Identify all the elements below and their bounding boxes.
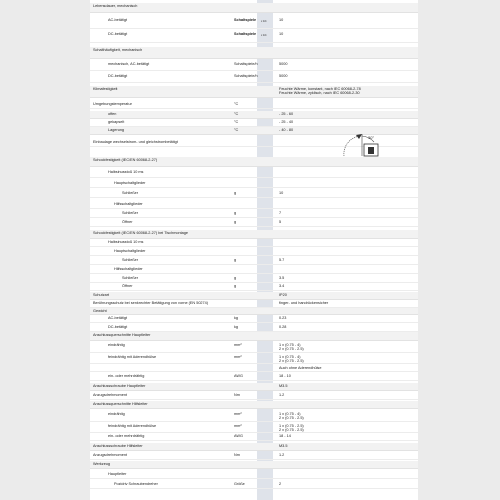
- spec-label: ein- oder mehrdrähtig: [108, 374, 145, 378]
- spec-value: - 25 - 40: [279, 120, 294, 124]
- mounting-position-diagram: [340, 130, 390, 160]
- spec-label: ein- oder mehrdrähtig: [108, 434, 145, 438]
- spec-value: 0.23: [279, 316, 287, 320]
- spec-label: AC-betätigt: [108, 316, 127, 320]
- spec-value: 2: [279, 482, 282, 486]
- spec-row: [90, 354, 418, 364]
- spec-label: AC-betätigt: [108, 18, 127, 22]
- spec-unit: g: [234, 211, 237, 215]
- spec-value: 3.5: [279, 276, 285, 280]
- spec-unit: mm²: [234, 343, 242, 347]
- spec-label: mechanisch, AC-betätigt: [108, 62, 150, 66]
- spec-label: Anschlussquerschnitte Hauptleiter: [93, 333, 151, 337]
- spec-row: [90, 300, 418, 308]
- spec-label: Werkzeug: [93, 462, 111, 466]
- spec-unit-multiplier: x 10⁶: [261, 34, 267, 37]
- spec-row: [90, 443, 418, 451]
- spec-label: Anschlussquerschnitte Hilfsleiter: [93, 402, 148, 406]
- spec-label: Hilfsschaltglieder: [114, 202, 143, 206]
- spec-row: [90, 332, 418, 341]
- spec-value: 18 - 10: [279, 374, 291, 378]
- spec-unit: g: [234, 258, 237, 262]
- spec-label: Halbsinusstoß 10 ms: [108, 170, 144, 174]
- spec-label: Gewicht: [93, 309, 107, 313]
- spec-row: [90, 86, 418, 98]
- spec-label: Klimafestigkeit: [93, 87, 118, 91]
- spec-value: Feuchte Wärme, konstant, nach IEC 60068-2-78 Feuchte Wärme, zyklisch, nach IEC 60068-2-30: [279, 87, 361, 96]
- spec-value: 1.2: [279, 453, 285, 457]
- spec-label: Umgebungstemperatur: [93, 102, 132, 106]
- spec-value: 10: [279, 18, 284, 22]
- spec-label: Halbsinusstoß 10 ms: [108, 240, 144, 244]
- spec-row: [90, 61, 418, 71]
- spec-label: eindrähtig: [108, 343, 125, 347]
- spec-row: [90, 101, 418, 109]
- spec-value: 1.2: [279, 393, 285, 397]
- mounting-diagram-svg: [340, 130, 390, 160]
- spec-value: IP20: [279, 293, 287, 297]
- spec-label: Einbaulage wechselstrom- und gleichstrombetätigt: [93, 140, 178, 144]
- spec-row: [90, 411, 418, 422]
- spec-label: Berührungsschutz bei senkrechter Betätigung von vorne (EN 50274): [93, 301, 209, 305]
- spec-row: [90, 308, 418, 315]
- spec-row: [90, 275, 418, 283]
- spec-value: 1 x (0.75 - 4) 2 x (0.75 - 2.5): [279, 412, 304, 421]
- spec-label: Hauptschaltglieder: [114, 249, 146, 253]
- spec-row: [90, 383, 418, 391]
- spec-unit: °C: [234, 102, 239, 106]
- spec-value: 5: [279, 220, 282, 224]
- spec-row: [90, 3, 418, 13]
- spec-unit: g: [234, 284, 237, 288]
- spec-row: [90, 365, 418, 372]
- spec-row: [90, 31, 418, 43]
- spec-row: [90, 73, 418, 83]
- spec-value: 0.28: [279, 325, 287, 329]
- spec-unit: AWG: [234, 374, 243, 378]
- spec-row: [90, 47, 418, 59]
- spec-label: Schockfestigkeit (IEC/EN 60068-2-27) bei Tischmontage: [93, 231, 188, 235]
- spec-value: - 25 - 60: [279, 112, 294, 116]
- spec-label: Anschlussschraube Hauptleiter: [93, 384, 146, 388]
- spec-unit: g: [234, 191, 237, 195]
- spec-label: Schließer: [122, 191, 139, 195]
- spec-row: [90, 239, 418, 247]
- spec-unit: Größe: [234, 482, 245, 486]
- spec-value: finger- und handrückensicher: [279, 301, 329, 305]
- spec-label: Anzugsdrehmoment: [93, 453, 127, 457]
- spec-row: [90, 169, 418, 178]
- spec-unit: Schaltspiele: [234, 32, 257, 36]
- spec-label: Schalthäufigkeit, mechanisch: [93, 48, 143, 52]
- spec-value: 5.7: [279, 258, 285, 262]
- spec-value: M3.5: [279, 444, 288, 448]
- spec-value: 10: [279, 32, 284, 36]
- spec-label: Hilfsschaltglieder: [114, 267, 143, 271]
- spec-label: Öffner: [122, 284, 133, 288]
- spec-value: 18 - 14: [279, 434, 291, 438]
- spec-row: [90, 180, 418, 188]
- spec-label: Anschlussschraube Hilfsleiter: [93, 444, 143, 448]
- spec-row: [90, 111, 418, 119]
- spec-unit-multiplier: x 10⁶: [261, 20, 267, 23]
- spec-label: gekapselt: [108, 120, 125, 124]
- spec-row: [90, 17, 418, 29]
- spec-unit: Nm: [234, 453, 240, 457]
- spec-value: - 40 - 80: [279, 128, 294, 132]
- spec-unit: AWG: [234, 434, 243, 438]
- spec-unit: Schaltspiele/h: [234, 74, 258, 78]
- spec-row: [90, 248, 418, 256]
- spec-label: Schließer: [122, 211, 139, 215]
- spec-row: [90, 190, 418, 198]
- spec-label: DC-betätigt: [108, 32, 128, 36]
- spec-row: [90, 201, 418, 209]
- spec-row: [90, 342, 418, 353]
- spec-value: 10: [279, 191, 284, 195]
- spec-row: [90, 373, 418, 381]
- spec-row: [90, 481, 418, 489]
- spec-unit: mm²: [234, 424, 242, 428]
- spec-label: feindrähtig mit Aderendhülse: [108, 355, 157, 359]
- spec-unit: mm²: [234, 355, 242, 359]
- spec-label: Schließer: [122, 258, 139, 262]
- spec-unit: °C: [234, 112, 239, 116]
- spec-label: Lebensdauer, mechanisch: [93, 4, 138, 8]
- spec-value: 1 x (0.75 - 4) 2 x (0.75 - 2.5): [279, 355, 304, 364]
- spec-unit: g: [234, 220, 237, 224]
- spec-value: 1 x (0.75 - 2.5) 2 x (0.75 - 2.5): [279, 424, 304, 433]
- spec-row: [90, 423, 418, 433]
- spec-label: Schutzart: [93, 293, 110, 297]
- spec-label: Öffner: [122, 220, 133, 224]
- spec-row: [90, 452, 418, 460]
- angle-label: 30°: [368, 135, 375, 140]
- spec-unit: kg: [234, 316, 239, 320]
- spec-value: 3.4: [279, 284, 285, 288]
- spec-row: [90, 266, 418, 274]
- spec-label: Hauptleiter: [108, 472, 127, 476]
- spec-row: [90, 257, 418, 265]
- spec-label: Schließer: [122, 276, 139, 280]
- spec-row: [90, 315, 418, 323]
- spec-label: Pozidriv Schraubendreher: [114, 482, 158, 486]
- spec-label: Schockfestigkeit (IEC/EN 60068-2-27): [93, 158, 158, 162]
- spec-label: DC-betätigt: [108, 325, 128, 329]
- spec-row: [90, 392, 418, 400]
- spec-row: [90, 292, 418, 300]
- spec-row: [90, 471, 418, 479]
- spec-row: [90, 324, 418, 332]
- spec-row: [90, 119, 418, 127]
- spec-label: Hauptschaltglieder: [114, 181, 146, 185]
- spec-value: 7: [279, 211, 282, 215]
- spec-row: [90, 401, 418, 409]
- spec-unit: °C: [234, 128, 239, 132]
- spec-row: [90, 461, 418, 469]
- spec-label: Anzugsdrehmoment: [93, 393, 127, 397]
- spec-value: Auch ohne Aderendhülse: [279, 366, 322, 370]
- spec-label: offen: [108, 112, 117, 116]
- spec-row: [90, 210, 418, 218]
- spec-unit: g: [234, 276, 237, 280]
- spec-value: 5000: [279, 62, 288, 66]
- datasheet-page: [90, 0, 418, 500]
- spec-value: 1 x (0.75 - 4) 2 x (0.75 - 2.5): [279, 343, 304, 352]
- spec-row: [90, 230, 418, 239]
- spec-unit: mm²: [234, 412, 242, 416]
- spec-row: [90, 433, 418, 441]
- spec-unit: Schaltspiele/h: [234, 62, 258, 66]
- spec-unit: °C: [234, 120, 239, 124]
- spec-value: M3.5: [279, 384, 288, 388]
- spec-unit: Schaltspiele: [234, 18, 257, 22]
- spec-label: DC-betätigt: [108, 74, 128, 78]
- spec-row: [90, 219, 418, 227]
- spec-label: Lagerung: [108, 128, 125, 132]
- spec-unit: Nm: [234, 393, 240, 397]
- spec-value: 5000: [279, 74, 288, 78]
- spec-unit: kg: [234, 325, 239, 329]
- spec-row: [90, 283, 418, 291]
- spec-label: eindrähtig: [108, 412, 125, 416]
- spec-label: feindrähtig mit Aderendhülse: [108, 424, 157, 428]
